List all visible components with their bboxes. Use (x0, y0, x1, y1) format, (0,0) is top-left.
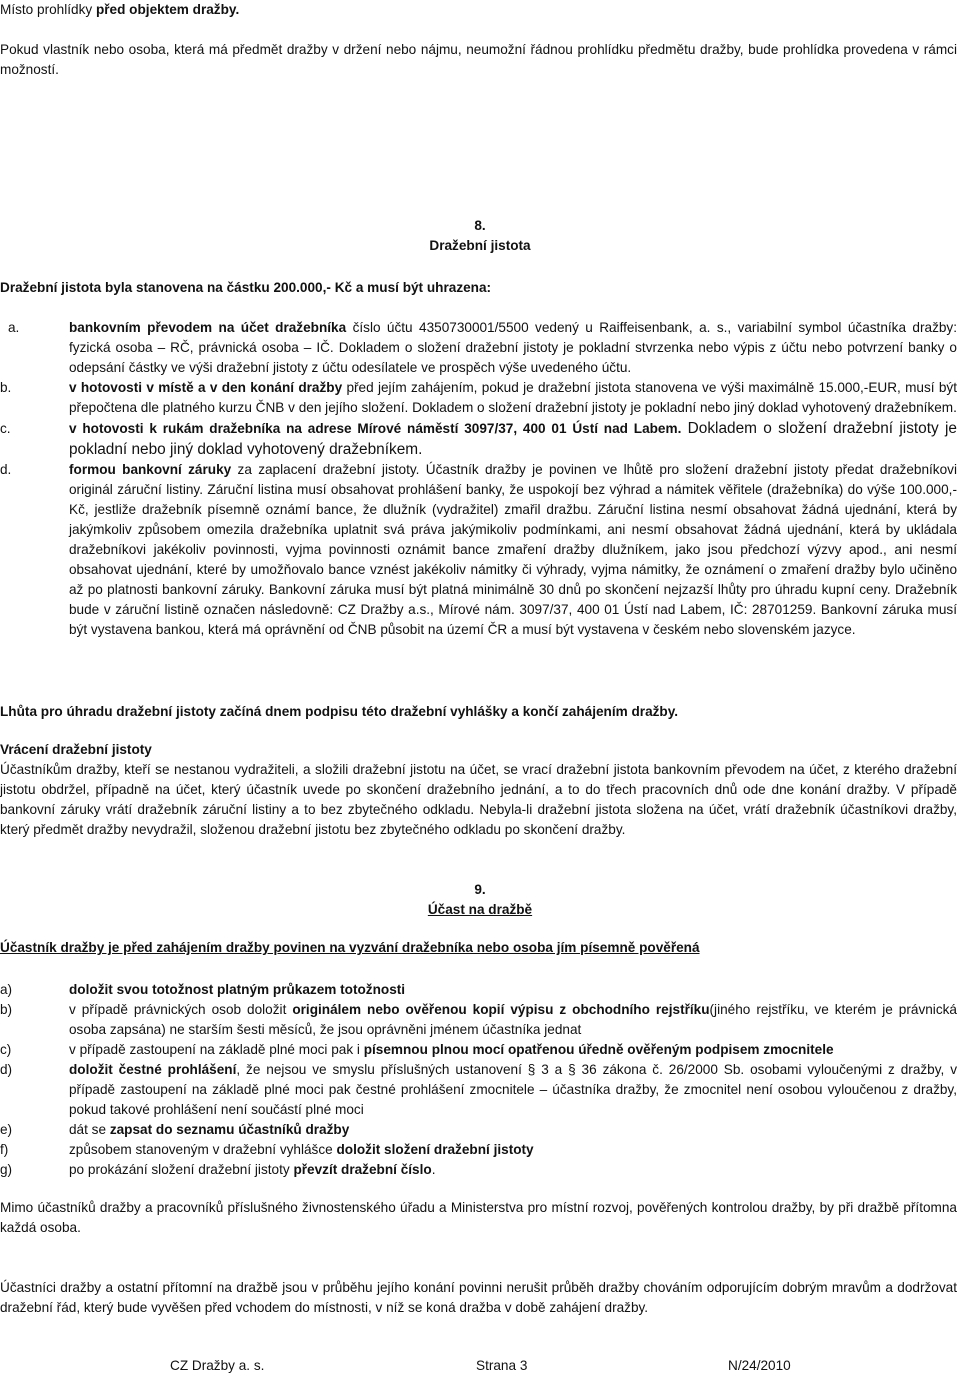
item-bold: originálem nebo ověřenou kopií výpisu z obchodního rejstříku (292, 1002, 710, 1017)
viewing-text: Pokud vlastník nebo osoba, která má předmět dražby v držení nebo nájmu, neumožní řádnou prohlídku předmětu dražby, bude prohlídka provedena v rámci možností. (0, 42, 957, 77)
item-text: v případě zastoupení na základě plné moci pak i (69, 1042, 364, 1057)
item-bold: formou bankovní záruky (69, 462, 232, 477)
item-text: Dokladem o složení dražební jistoty je pokladní nebo jiný doklad vyhotovený dražebníkem. (69, 420, 957, 458)
section-8-title: Dražební jistota (429, 238, 531, 253)
item-bold: doložit složení dražební jistoty (336, 1142, 534, 1157)
page-footer (0, 1356, 960, 1376)
section-9-lead: Účastník dražby je před zahájením dražby povinen na vyzvání dražebníka nebo osoba jím písemně pověřená (0, 940, 700, 955)
list-marker: b. (0, 380, 12, 395)
item-bold: v hotovosti v místě a v den konání dražby (69, 380, 343, 395)
item-bold: doložit čestné prohlášení (69, 1062, 237, 1077)
list-marker: b) (0, 1002, 13, 1017)
list-item (0, 980, 957, 1000)
item-text: před jejím zahájením, pokud je dražební jistota stanovena ve výši maximálně 15.000,-EUR, musí být přepočtena dle platného kurzu ČNB v den jejího složení. (69, 380, 958, 415)
viewing-title-text: Místo prohlídky (0, 2, 96, 17)
item-bold: zapsat do seznamu účastníků dražby (109, 1122, 350, 1137)
item-text-2: Dokladem o složení dražební jistoty je pokladní nebo jiný doklad vyhotovený dražebníkem. (412, 400, 957, 415)
item-bold: bankovním převodem na účet dražebníka (69, 320, 347, 335)
viewing-title-bold: před objektem dražby. (95, 2, 240, 17)
footer-page-number: Strana 3 (476, 1358, 528, 1373)
item-text-2: (jiného rejstříku, ve kterém je právnická osoba zapsána) ne starším šesti měsíců, že jsou oprávněni jménem účastníka jednat (69, 1002, 957, 1037)
list-item (0, 418, 957, 460)
refund-text: Účastníkům dražby, kteří se nestanou vydražiteli, a složili dražební jistotu na účet, se vrací dražební jistota bankovním převodem na účet, z kterého dražební jistotu obdržel, případně na účet, který účastník uvede po skončení dražebního jednání, a to do třech pracovních dnů ode dne konání dražby. V případě bankovní záruky vrátí dražebník záruční listiny a to bez zbytečného odkladu. Nebyla-li dražební jistota složena na účet, vrátí dražebník účastníkovi dražby, který předmět dražby nevydražil, složenou dražební jistotu bez zbytečného odkladu po skončení dražby. (0, 762, 957, 837)
list-item (0, 1060, 957, 1120)
viewing-title (0, 0, 957, 20)
refund-title: Vrácení dražební jistoty (0, 742, 152, 757)
item-bold: převzít dražební číslo (293, 1162, 432, 1177)
item-text: číslo účtu 4350730001/5500 vedený u Raiffeisenbank, a. s., variabilní symbol účastníka dražby: fyzická osoba – RČ, právnická osoba – IČ. (69, 320, 957, 355)
footer-reference: N/24/2010 (728, 1358, 791, 1373)
item-bold: v hotovosti k rukám dražebníka na adrese Mírové náměstí 3097/37, 400 01 Ústí nad Labem. (69, 421, 682, 436)
list-marker: e) (0, 1122, 13, 1137)
presence-text: Mimo účastníků dražby a pracovníků příslušného živnostenského úřadu a Ministerstva pro místní rozvoj, pověřených kontrolou dražby, by při dražbě přítomna každá osoba. (0, 1200, 957, 1235)
section-8-intro: Dražební jistota byla stanovena na částku 200.000,- Kč a musí být uhrazena: (0, 280, 492, 295)
list-item (0, 1040, 957, 1060)
item-bold: písemnou plnou mocí opatřenou úředně ověřeným podpisem zmocnitele (363, 1042, 834, 1057)
conduct-text: Účastníci dražby a ostatní přítomní na dražbě jsou v průběhu jejího konání povinni nerušit průběh dražby chováním odporujícím dobrým mravům a dodržovat dražební řád, který bude vyvěšen před vchodem do místnosti, v níž se koná dražba v době zahájení dražby. (0, 1280, 957, 1315)
section-9-title: Účast na dražbě (427, 902, 533, 917)
item-text-2: Účastník dražby je povinen ve lhůtě pro složení dražební jistoty předat dražebníkovi originál záruční listiny. Záruční listina musí obsahovat prohlášení banky, že uspokojí bez výhrad a námitek věřitele (dražebníka) do výše 100.000,- Kč, jestliže dražebník písemně oznámí bance, že dlužník (vydražitel) zmařil dražbu. Záruční listina nesmí obsahovat žádná ujednání, která by jakýmkoliv způsobem omezila dražebníka uplatnit svá práva jakýmikoliv podmínkami, ani nesmí obsahovat žádná ujednání, která by ukládala dražebníkovi jakékoliv povinnosti, vyjma povinnosti oznámit bance zmaření dražby dlužníkem, jako jsou předchozí výzvy apod., ani nesmí obsahovat ujednání, které by umožňovalo bance vznést jakékoliv námitky či výhrady, vyjma námitky, že oznámení o zmaření dražby bylo učiněno až po platnosti bankovní záruky. Bankovní záruka musí být platná minimálně 30 dnů po skončení nejzazší lhůty pro úhradu kupní ceny. Dražebník bude v záruční listině označen následovně: CZ Dražby a.s., Mírové nám. 3097/37, 400 01 Ústí nad Labem, IČ: 28701259. Bankovní záruka musí být vystavena bankou, která má oprávnění od ČNB působit na území ČR a musí být vystavena v českém nebo slovenském jazyce. (69, 462, 957, 637)
list-marker: a) (0, 982, 13, 997)
list-marker: c) (0, 1042, 12, 1057)
item-text: dát se (69, 1122, 110, 1137)
list-item (0, 460, 957, 640)
item-text-2: Dokladem o složení dražební jistoty je pokladní stvrzenka nebo výpis z účtu nebo potvrzení banky o odepsání částky ve výši dražební jistoty z účtu odesílatele ve prospěch výše uvedeného účtu. (69, 340, 957, 375)
deposit-methods-list (0, 318, 957, 640)
footer-company: CZ Dražby a. s. (170, 1358, 265, 1373)
list-marker: a. (8, 320, 20, 335)
item-text: za zaplacení dražební jistoty. (231, 462, 426, 477)
item-text-2: , že nejsou ve smyslu příslušných ustanovení § 3 a § 36 zákona č. 26/2000 Sb. osobami vyloučenými z dražby, v případě zastoupení na základě plné moci pak čestné prohlášení zmocnitele – účastníka dražby, že zmocnitel není osobou vyloučenou z dražby, pokud takové prohlášení není součástí plné moci (69, 1062, 957, 1117)
deposit-deadline: Lhůta pro úhradu dražební jistoty začíná dnem podpisu této dražební vyhlášky a končí zahájením dražby. (0, 704, 679, 719)
item-text: po prokázání složení dražební jistoty (69, 1162, 294, 1177)
list-marker: d) (0, 1062, 13, 1077)
list-marker: d. (0, 462, 12, 477)
item-bold: doložit svou totožnost platným průkazem totožnosti (69, 982, 406, 997)
participation-list (0, 980, 957, 1180)
list-item (0, 1000, 957, 1040)
list-item (0, 1140, 957, 1160)
list-item (0, 1120, 957, 1140)
section-9-number: 9. (474, 882, 486, 897)
list-marker: f) (0, 1142, 9, 1157)
list-item (0, 1160, 957, 1180)
item-text-2: . (431, 1162, 436, 1177)
item-text: v případě právnických osob doložit (69, 1002, 293, 1017)
list-item (0, 378, 957, 418)
item-text: způsobem stanoveným v dražební vyhlášce (69, 1142, 337, 1157)
list-marker: g) (0, 1162, 13, 1177)
section-8-number: 8. (474, 218, 486, 233)
list-marker: c. (0, 421, 11, 436)
list-item (0, 318, 957, 378)
